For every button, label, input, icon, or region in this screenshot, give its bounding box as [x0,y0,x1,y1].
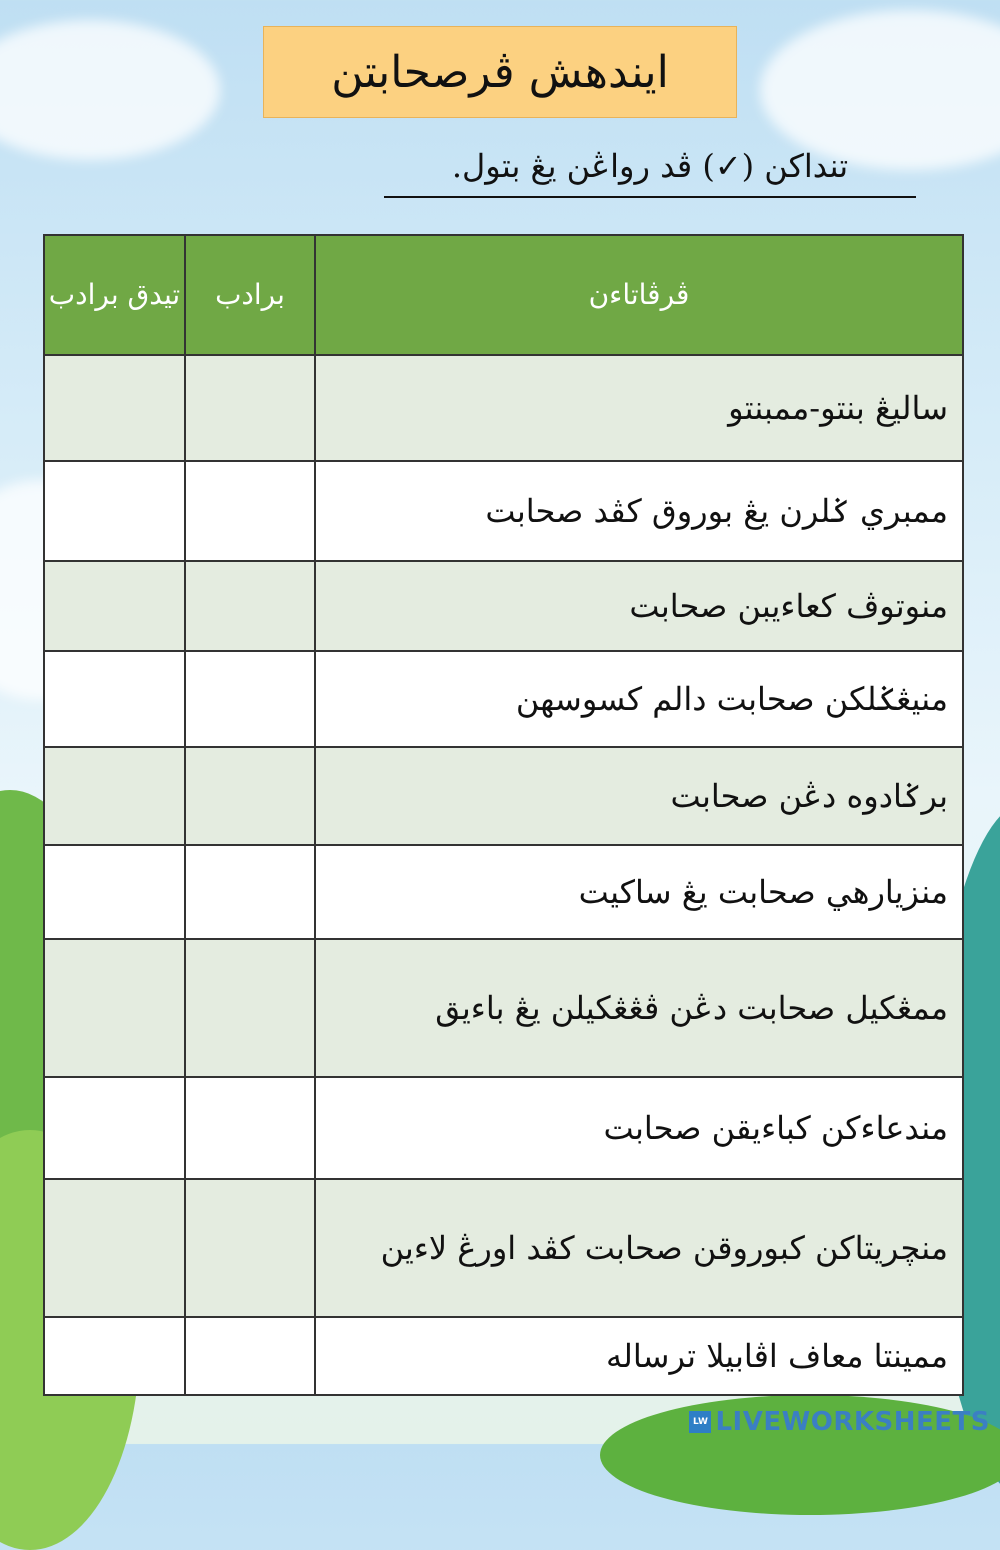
answer-cell-good[interactable] [185,561,315,651]
answer-cell-not-good[interactable] [44,1077,185,1179]
page-title [263,26,737,118]
cloud-decoration [0,20,220,160]
table-row [44,461,963,561]
table-row [44,651,963,747]
answer-cell-not-good[interactable] [44,747,185,845]
answer-cell-good[interactable] [185,355,315,461]
liveworksheets-logo-icon: LW [689,1411,711,1433]
page-title-text: ايندهش ڤرصحابتن [331,46,669,98]
instruction-after: ) ڤد رواڠن يڠ بتول. [451,147,715,185]
answer-cell-not-good[interactable] [44,461,185,561]
table-row [44,355,963,461]
table-row [44,1077,963,1179]
answer-cell-good[interactable] [185,1317,315,1395]
instruction-text [384,140,916,198]
watermark-text: LIVEWORKSHEETS [715,1407,990,1437]
answer-cell-good[interactable] [185,845,315,939]
table-header-row [44,235,963,355]
row-activity: منزيارهي صحابت يڠ ساکيت [315,845,963,939]
answer-cell-good[interactable] [185,1179,315,1317]
row-activity: ممڠکيل صحابت دڠن ڤڠڠکيلن يڠ باءيق [315,939,963,1077]
table-row [44,1179,963,1317]
activity-table [43,234,964,1396]
table-row [44,845,963,939]
table-row [44,1317,963,1395]
answer-cell-good[interactable] [185,461,315,561]
row-activity: منچريتاکن کبوروقن صحابت کڤد اورڠ لاءين [315,1179,963,1317]
header-activity: ڤرڤاتاءن [315,235,963,355]
table-row [44,747,963,845]
answer-cell-good[interactable] [185,939,315,1077]
header-not-good: تيدق برادب [44,235,185,355]
liveworksheets-watermark [689,1406,990,1438]
instruction-before: تنداکن ( [741,147,849,185]
answer-cell-not-good[interactable] [44,939,185,1077]
answer-cell-not-good[interactable] [44,651,185,747]
answer-cell-good[interactable] [185,651,315,747]
header-good: برادب [185,235,315,355]
answer-cell-not-good[interactable] [44,1179,185,1317]
row-activity: ممبري ݢلرن يڠ بوروق کڤد صحابت [315,461,963,561]
row-activity: منوتوڤ کعاءيبن صحابت [315,561,963,651]
answer-cell-not-good[interactable] [44,561,185,651]
row-activity: مندعاءکن کباءيقن صحابت [315,1077,963,1179]
answer-cell-good[interactable] [185,747,315,845]
answer-cell-not-good[interactable] [44,355,185,461]
answer-cell-good[interactable] [185,1077,315,1179]
table-row [44,561,963,651]
row-activity: برݢادوه دڠن صحابت [315,747,963,845]
row-activity: ساليڠ بنتو-ممبنتو [315,355,963,461]
answer-cell-not-good[interactable] [44,1317,185,1395]
row-activity: ممينتا معاف اڤابيلا ترساله [315,1317,963,1395]
row-activity: منيڠݢلکن صحابت دالم کسوسهن [315,651,963,747]
answer-cell-not-good[interactable] [44,845,185,939]
check-mark-icon: ✓ [714,147,742,185]
table-row [44,939,963,1077]
